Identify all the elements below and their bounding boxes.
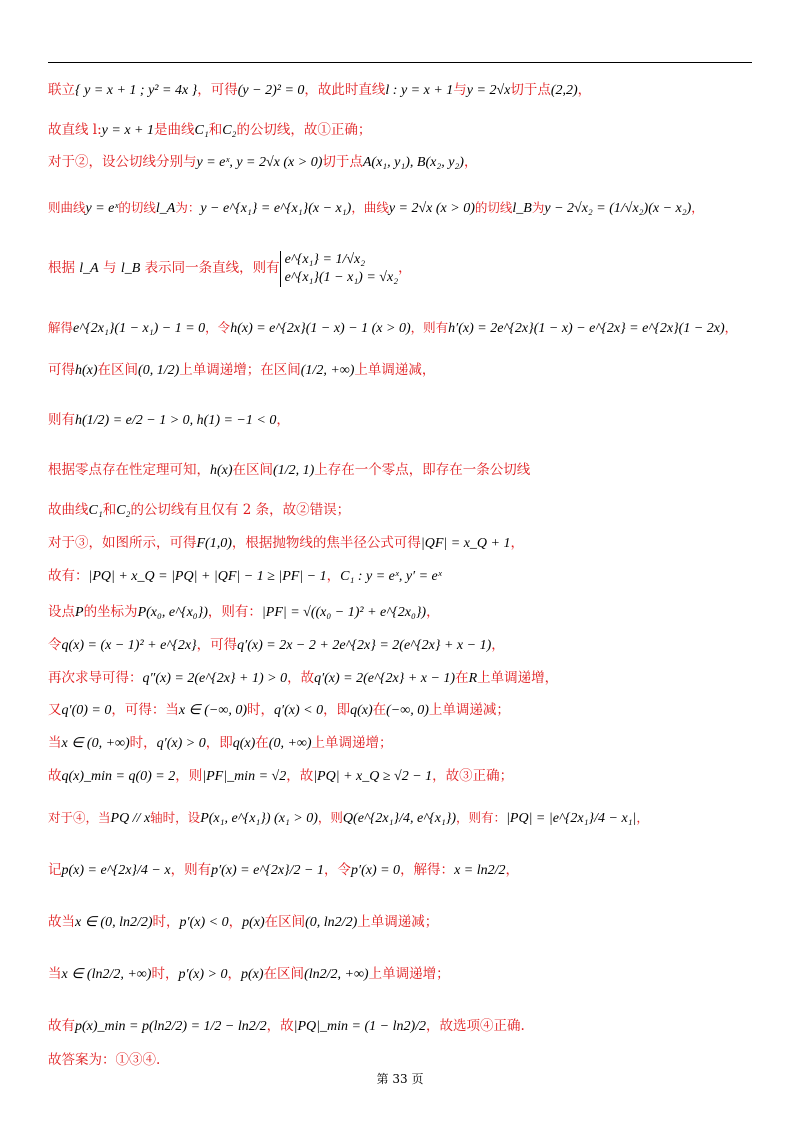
line-22: 当x ∈ (ln2/2, +∞)时，p′(x) > 0，p(x)在区间(ln2/2, +∞)上单调递增；: [48, 966, 450, 982]
line-4: 则曲线y = eˣ的切线l_A为：y − e^{x₁} = e^{x₁}(x − x₁)，曲线y = 2√x (x > 0)的切线l_B为y − 2√x₂ = (1/√x₂)(x − x₂)，: [48, 200, 704, 216]
line-20: 记p(x) = e^{2x}/4 − x，则有p′(x) = e^{2x}/2 − 1，令p′(x) = 0，解得：x = ln2/2，: [48, 862, 520, 878]
line-15: 再次求导可得：q″(x) = 2(e^{2x} + 1) > 0，故q′(x) = 2(e^{2x} + x − 1)在R上单调递增，: [48, 670, 559, 686]
equation-system: e^{x₁} = 1/√x₂ e^{x₁}(1 − x₁) = √x₂: [280, 251, 398, 287]
line-13: 设点P的坐标为P(x₀, e^{x₀})，则有：|PF| = √((x₀ − 1)² + e^{2x₀})，: [48, 604, 440, 620]
line-1: 联立{ y = x + 1 ; y² = 4x }，可得(y − 2)² = 0，故此时直线l : y = x + 1与y = 2√x切于点(2,2)，: [48, 82, 592, 98]
line-18: 故q(x)_min = q(0) = 2，则|PF|_min = √2，故|PQ| + x_Q ≥ √2 − 1，故③正确；: [48, 768, 514, 784]
line-3: 对于②，设公切线分别与y = eˣ, y = 2√x (x > 0)切于点A(x₁, y₁), B(x₂, y₂)，: [48, 154, 478, 170]
line-6: 解得e^{2x₁}(1 − x₁) − 1 = 0，令h(x) = e^{2x}(1 − x) − 1 (x > 0)，则有h′(x) = 2e^{2x}(1 − x) − e^{2x} = e^{2x}(1 − 2x)，: [48, 320, 738, 336]
line-16: 又q′(0) = 0，可得：当x ∈ (−∞, 0)时，q′(x) < 0，即q(x)在(−∞, 0)上单调递减；: [48, 702, 510, 718]
page-number: 第 33 页: [376, 1072, 424, 1086]
line-23: 故有p(x)_min = p(ln2/2) = 1/2 − ln2/2，故|PQ|_min = (1 − ln2)/2，故选项④正确.: [48, 1018, 525, 1034]
line-10: 故曲线C₁和C₂的公切线有且仅有 2 条，故②错误；: [48, 502, 351, 518]
line-19: 对于④，当PQ // x轴时，设P(x₁, e^{x₁}) (x₁ > 0)，则Q(e^{2x₁}/4, e^{x₁})，则有：|PQ| = |e^{2x₁}/4 − x₁|，: [48, 810, 649, 826]
line-17: 当x ∈ (0, +∞)时，q′(x) > 0，即q(x)在(0, +∞)上单调递增；: [48, 735, 393, 751]
line-2: 故直线 l:y = x + 1是曲线C₁和C₂的公切线，故①正确；: [48, 122, 372, 138]
line-9: 根据零点存在性定理可知，h(x)在区间(1/2, 1)上存在一个零点，即存在一条公切线: [48, 462, 531, 478]
line-14: 令q(x) = (x − 1)² + e^{2x}，可得q′(x) = 2x − 2 + 2e^{2x} = 2(e^{2x} + x − 1)，: [48, 637, 505, 653]
line-7: 可得h(x)在区间(0, 1/2)上单调递增；在区间(1/2, +∞)上单调递减，: [48, 362, 436, 378]
line-24: 故答案为：①③④.: [48, 1052, 161, 1068]
top-rule: [48, 62, 752, 63]
line-21: 故当x ∈ (0, ln2/2)时，p′(x) < 0，p(x)在区间(0, ln2/2)上单调递减；: [48, 914, 439, 930]
line-5: 根据 l_A 与 l_B 表示同一条直线，则有 e^{x₁} = 1/√x₂ e^{x₁}(1 − x₁) = √x₂ ，: [48, 251, 412, 285]
line-11: 对于③，如图所示，可得F(1,0)，根据抛物线的焦半径公式可得|QF| = x_Q + 1，: [48, 535, 524, 551]
line-12: 故有：|PQ| + x_Q = |PQ| + |QF| − 1 ≥ |PF| − 1，C₁ : y = eˣ, y′ = eˣ: [48, 568, 442, 584]
line-8: 则有h(1/2) = e/2 − 1 > 0, h(1) = −1 < 0，: [48, 412, 290, 428]
